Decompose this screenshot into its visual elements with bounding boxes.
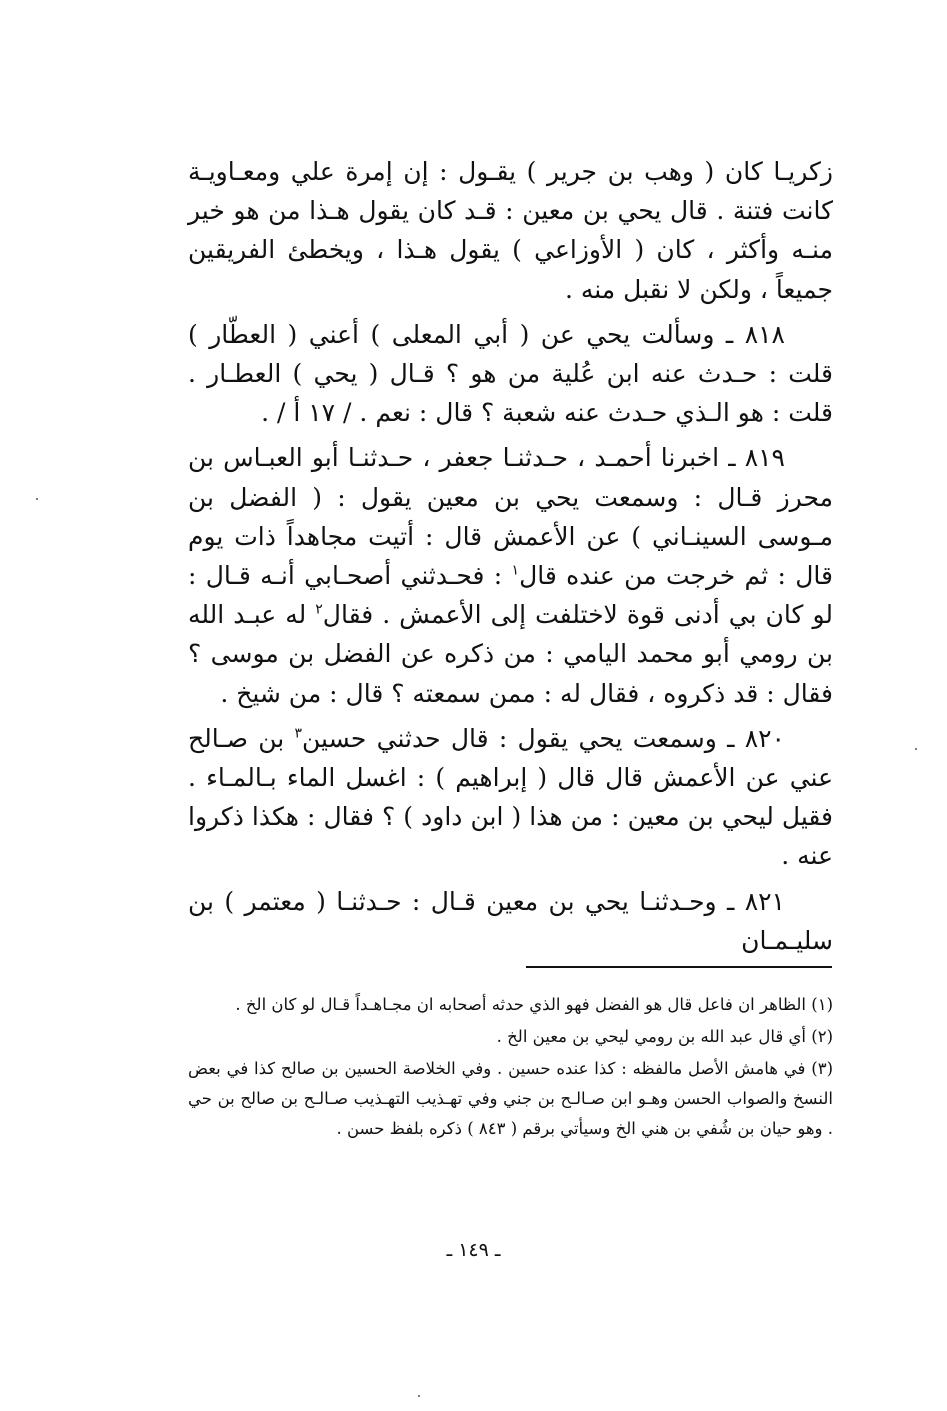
footnote-2: (٢) أي قال عبد الله بن رومي ليحي بن معين الخ . [496, 1027, 833, 1046]
paragraph-821 [188, 882, 833, 960]
scan-speck [418, 1395, 420, 1397]
footnote-1: (١) الظاهر ان فاعل قال هو الفضل فهو الذي حدثه أصحابه ان مجـاهـداً قـال لو كان الخ . [235, 995, 833, 1014]
paragraph-819 [188, 438, 833, 712]
paragraph-text: له عبـد الله بن رومي أبو محمد اليامي : من ذكره عن الفضل بن موسى ؟ فقال : قد ذكروه ، فقال له : ممن سمعته ؟ قال : من شيخ . [188, 600, 833, 708]
footnote-separator-rule [526, 966, 832, 968]
paragraph-text: ٨١٩ ـ اخبرنا أحمـد ، حـدثنـا جعفر ، حـدثنـا أبو العبـاس بن محرز قـال : وسمعت يحي بن معين يقول : ( الفضل بن مـوسى السينـاني ) عن الأعمش قال : أتيت مجاهداً ذات يوم قال : ثم خرجت من عنده قال [188, 443, 833, 591]
footnote-ref-3: ٣ [294, 725, 303, 742]
paragraph-818 [188, 315, 833, 433]
scan-speck [915, 748, 917, 750]
paragraph-text: ٨١٨ ـ وسألت يحي عن ( أبي المعلى ) أعني ( العطّار ) قلت : حـدث عنه ابن عُلية من هو ؟ قـال ( يحي ) العطـار . قلت : هو الـذي حـدث عنه شعبة ؟ قال : نعم . / ١٧ أ / . [188, 319, 833, 428]
footnote-ref-1: ١ [511, 562, 520, 579]
footnote-3: (٣) في هامش الأصل مالفظه : كذا عنده حسين . وفي الخلاصة الحسين بن صالح كذا في بعض النسخ والصواب الحسن وهـو ابن صـالـح بن جني وفي تهـذيب التهـذيب صـالـح بن صالح بن حي . وهو حيان بن شُفي بن هني الخ وسيأتي برقم ( ٨٤٣ ) ذكره بلفظ حسن . [188, 1059, 833, 1138]
scan-speck [36, 498, 38, 500]
footnote-ref-2: ٢ [315, 601, 323, 618]
paragraph-text: زكريـا كان ( وهب بن جرير ) يقـول : إن إمرة علي ومعـاويـة كانت فتنة . قال يحي بن معين : قـد كان يقول هـذا من هو خير منـه وأكثر ، كان ( الأوزاعي ) يقول هـذا ، ويخطئ الفريقين جميعاً ، ولكن لا نقبل منه . [188, 157, 833, 304]
footnotes-section [188, 990, 833, 1146]
paragraph-text: بن صـالح عني عن الأعمش قال قال ( إبراهيم ) : اغسل الماء بـالمـاء . فقيل ليحي بن معين : من هذا ( ابن داود ) ؟ فقال : هكذا ذكروا عنه . [188, 723, 833, 871]
paragraph-continuation [188, 152, 833, 309]
paragraph-text: ٨٢١ ـ وحـدثنـا يحي بن معين قـال : حـدثنـا ( معتمر ) بن سليـمـان [188, 886, 833, 955]
paragraph-820 [188, 719, 833, 876]
page-number: ـ ١٤٩ ـ [446, 1239, 501, 1261]
main-text-body [188, 152, 833, 966]
paragraph-text: : فحـدثني أصحـابي أنـه قـال : لو كان بي أدنى قوة لاختلفت إلى الأعمش . فقال [188, 561, 833, 630]
paragraph-text: ٨٢٠ ـ وسمعت يحي يقول : قال حدثني حسين [302, 723, 785, 753]
